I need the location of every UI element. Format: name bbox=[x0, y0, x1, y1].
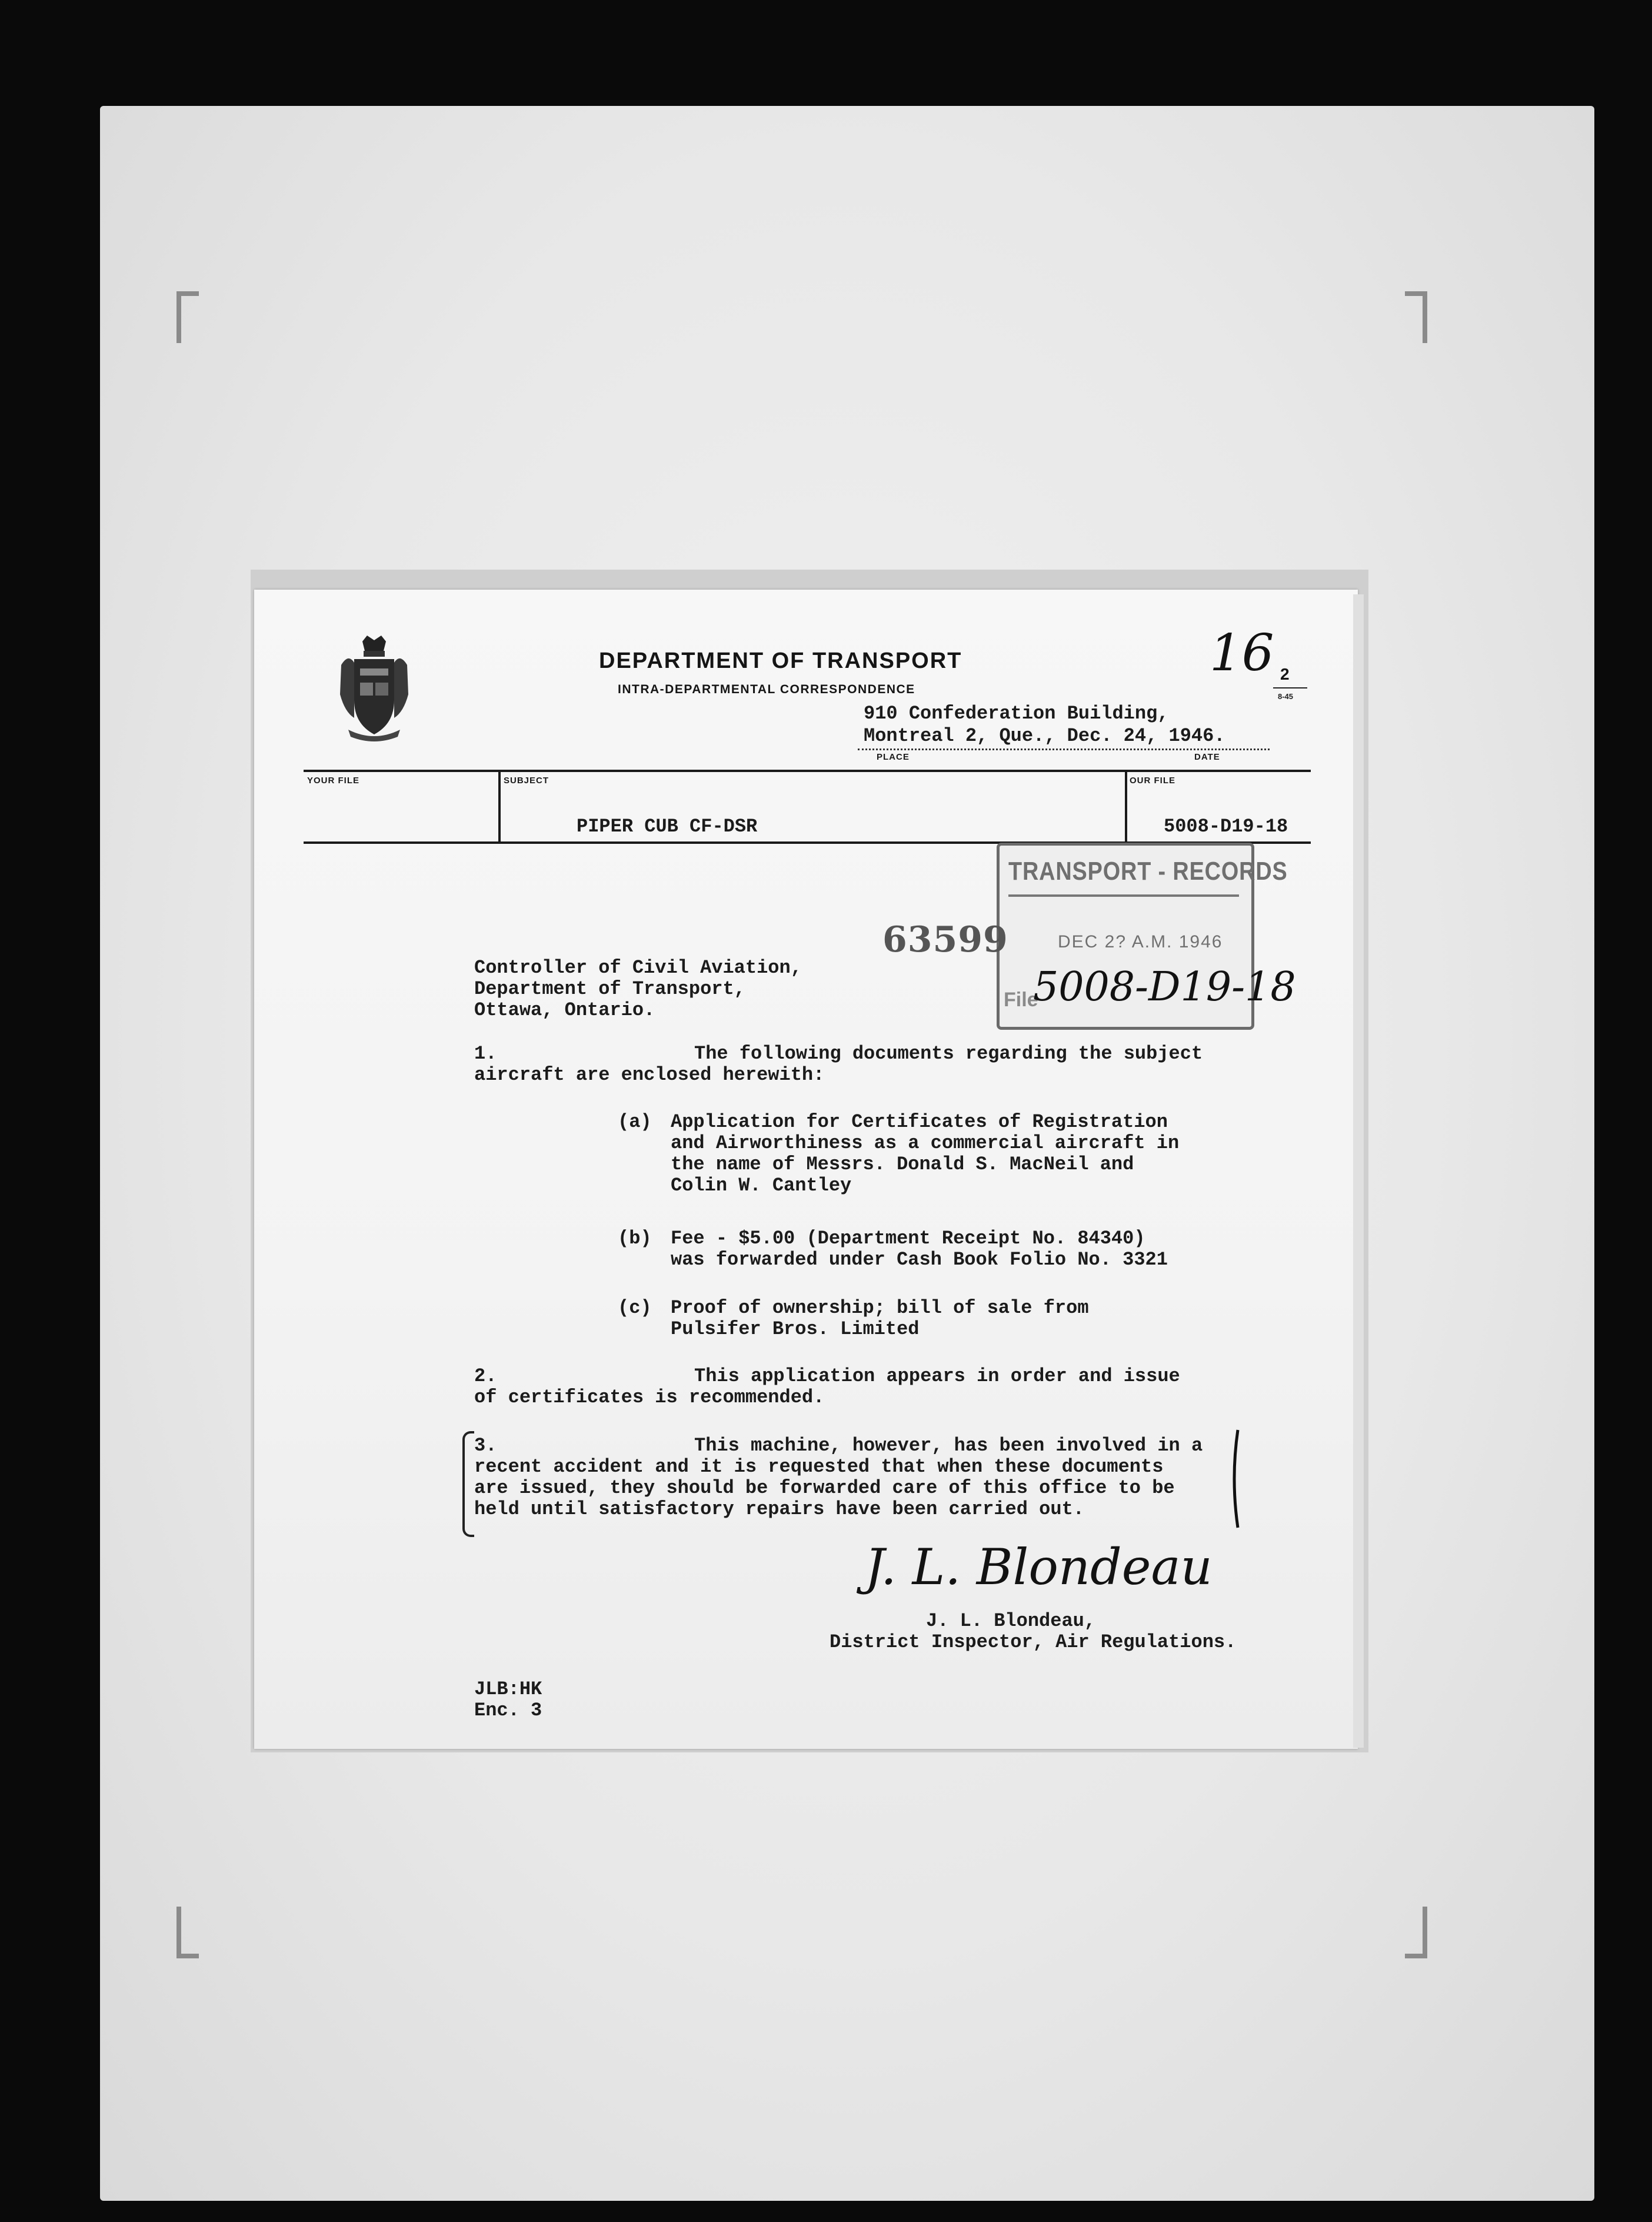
item-a-line: the name of Messrs. Donald S. MacNeil and bbox=[671, 1153, 1134, 1175]
item-b-line: was forwarded under Cash Book Folio No. 3321 bbox=[671, 1249, 1168, 1270]
crop-mark-top-left bbox=[176, 291, 199, 343]
reference-divider bbox=[498, 771, 501, 843]
handwritten-signature: J. L. Blondeau bbox=[865, 1538, 1213, 1596]
paragraph-1-line: The following documents regarding the subject bbox=[694, 1043, 1203, 1065]
addressee-line: Ottawa, Ontario. bbox=[474, 999, 655, 1021]
paragraph-1-number: 1. bbox=[474, 1043, 497, 1065]
item-c-label: (c) bbox=[618, 1297, 652, 1319]
item-c-line: Pulsifer Bros. Limited bbox=[671, 1318, 920, 1340]
stamp-file-label: File bbox=[1004, 989, 1038, 1011]
crop-mark-top-right bbox=[1405, 291, 1427, 343]
margin-mark bbox=[1230, 1429, 1241, 1529]
addressee-line: Department of Transport, bbox=[474, 978, 745, 1000]
item-a-line: and Airworthiness as a commercial aircraft in bbox=[671, 1132, 1180, 1154]
reference-number: 63599 bbox=[882, 919, 1008, 960]
sheet-edge bbox=[1353, 594, 1364, 1748]
address-line-2: Montreal 2, Que., Dec. 24, 1946. bbox=[864, 725, 1225, 747]
reference-divider bbox=[1125, 771, 1127, 843]
coat-of-arms-icon bbox=[337, 636, 412, 741]
address-line-1: 910 Confederation Building, bbox=[864, 703, 1169, 724]
your-file-label: YOUR FILE bbox=[307, 776, 360, 786]
place-label: PLACE bbox=[877, 752, 910, 762]
subject-label: SUBJECT bbox=[504, 776, 549, 786]
paragraph-3-line: are issued, they should be forwarded care of this office to be bbox=[474, 1477, 1175, 1499]
paragraph-3-number: 3. bbox=[474, 1435, 497, 1456]
form-number-rule bbox=[1273, 687, 1307, 688]
correspondence-subtitle: INTRA-DEPARTMENTAL CORRESPONDENCE bbox=[618, 683, 915, 696]
stamp-rule bbox=[1008, 894, 1239, 897]
paragraph-3-line: held until satisfactory repairs have been carried out. bbox=[474, 1498, 1084, 1520]
enclosures-note: Enc. 3 bbox=[474, 1699, 542, 1721]
signatory-title: District Inspector, Air Regulations. bbox=[830, 1631, 1237, 1653]
stamp-handwritten-file: 5008-D19-18 bbox=[1033, 964, 1296, 1010]
paragraph-3-line: recent accident and it is requested that when these documents bbox=[474, 1456, 1164, 1478]
handwritten-page-number: 16 bbox=[1210, 624, 1274, 683]
stamp-title: TRANSPORT - RECORDS bbox=[1008, 857, 1288, 886]
item-c-line: Proof of ownership; bill of sale from bbox=[671, 1297, 1089, 1319]
paragraph-2-number: 2. bbox=[474, 1365, 497, 1387]
paragraph-2-line: This application appears in order and issue bbox=[694, 1365, 1180, 1387]
item-b-label: (b) bbox=[618, 1228, 652, 1249]
department-title: DEPARTMENT OF TRANSPORT bbox=[599, 648, 962, 673]
paragraph-3-line: This machine, however, has been involved in a bbox=[694, 1435, 1203, 1456]
place-date-rule bbox=[858, 749, 1270, 750]
crop-mark-bottom-left bbox=[176, 1907, 199, 1958]
form-date: 8-45 bbox=[1278, 692, 1294, 701]
item-a-line: Colin W. Cantley bbox=[671, 1175, 852, 1196]
stamp-date: DEC 2? A.M. 1946 bbox=[1058, 932, 1223, 952]
addressee-line: Controller of Civil Aviation, bbox=[474, 957, 802, 979]
item-a-label: (a) bbox=[618, 1111, 652, 1133]
crop-mark-bottom-right bbox=[1405, 1907, 1427, 1958]
item-a-line: Application for Certificates of Registration bbox=[671, 1111, 1168, 1133]
signatory-name: J. L. Blondeau, bbox=[926, 1610, 1096, 1632]
our-file-label: OUR FILE bbox=[1130, 776, 1175, 786]
item-b-line: Fee - $5.00 (Department Receipt No. 84340) bbox=[671, 1228, 1145, 1249]
our-file-value: 5008-D19-18 bbox=[1164, 816, 1288, 837]
margin-bracket bbox=[462, 1431, 474, 1537]
subject-value: PIPER CUB CF-DSR bbox=[577, 816, 758, 837]
paragraph-1-line: aircraft are enclosed herewith: bbox=[474, 1064, 825, 1086]
date-label: DATE bbox=[1194, 752, 1220, 762]
reference-table-top-rule bbox=[304, 770, 1311, 772]
reference-initials: JLB:HK bbox=[474, 1678, 542, 1700]
form-number: 2 bbox=[1280, 665, 1290, 683]
paragraph-2-line: of certificates is recommended. bbox=[474, 1386, 825, 1408]
